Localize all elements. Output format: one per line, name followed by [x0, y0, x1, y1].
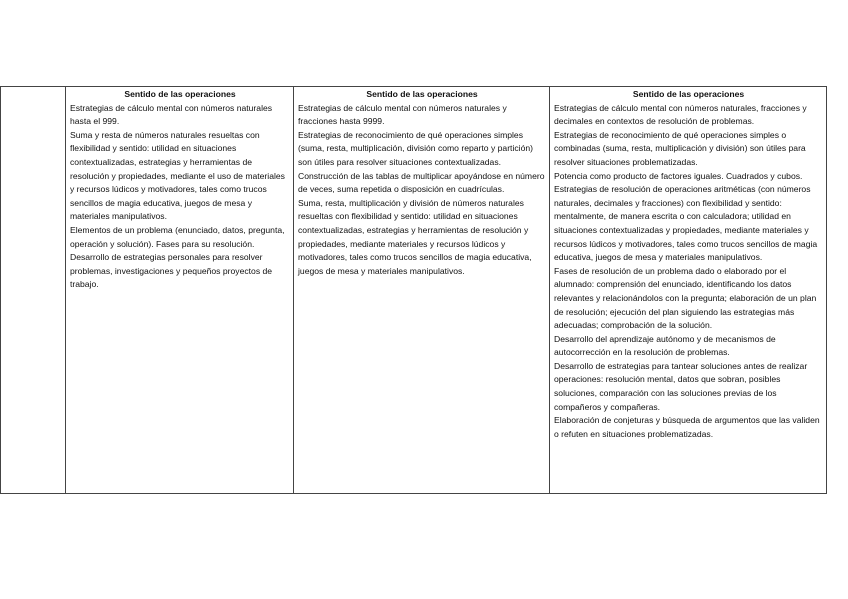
- paragraph: Suma, resta, multiplicación y división de números naturales resueltas con flexibilidad y sentido: utilidad en situaciones contextualizadas, estrategias y herramientas de resolución y propiedades, mediante materiales y recursos lúdicos y motivadores, tales como trucos sencillos de magia educativa, juegos de mesa y materiales manipulativos.: [298, 197, 532, 276]
- column-heading: Sentido de las operaciones: [124, 89, 236, 99]
- column-cell: [550, 87, 827, 494]
- paragraph: Desarrollo del aprendizaje autónomo y de mecanismos de autocorrección en la resolución de problemas.: [554, 333, 776, 358]
- content-table: [0, 86, 827, 494]
- paragraph: Elementos de un problema (enunciado, datos, pregunta, operación y solución). Fases para su resolución.: [70, 224, 285, 249]
- paragraph: Desarrollo de estrategias personales para resolver problemas, investigaciones y pequeños proyectos de trabajo.: [70, 252, 273, 290]
- column-cell: [66, 87, 294, 494]
- paragraph: Fases de resolución de un problema dado o elaborado por el alumnado: comprensión del enunciado, identificando los datos relevantes y relacionándolos con la pregunta; elaboración de un plan de resolución; ejecución del plan siguiendo las estrategias más adecuadas; comprobación de la solución.: [554, 265, 817, 331]
- paragraph: Elaboración de conjeturas y búsqueda de argumentos que las validen o refuten en situaciones problematizadas.: [554, 415, 820, 439]
- column-cell: [294, 87, 550, 494]
- paragraph: Potencia como producto de factores iguales. Cuadrados y cubos.: [554, 170, 803, 181]
- column-heading: Sentido de las operaciones: [632, 89, 745, 99]
- paragraph: Estrategias de resolución de operaciones aritméticas (con números naturales, decimales y fracciones) con flexibilidad y sentido: mentalmente, de manera escrita o con calculadora; utilidad en situaciones contextualizadas y propiedades, mediante materiales y recursos lúdicos y motivadores, tales como trucos sencillos de magia educativa, juegos de mesa y materiales manipulativos.: [554, 184, 818, 263]
- paragraph: Suma y resta de números naturales resueltas con flexibilidad y sentido: utilidad en situaciones contextualizadas, estrategias y herramientas de resolución y propiedades, mediante el uso de materiales y recursos lúdicos y motivadores, tales como trucos sencillos de magia educativa, juegos de mesa y materiales manipulativos.: [70, 129, 285, 222]
- table-row: [1, 87, 827, 494]
- column-heading: Sentido de las operaciones: [366, 89, 478, 99]
- paragraph: Desarrollo de estrategias para tantear soluciones antes de realizar operaciones: resolución mental, datos que sobran, posibles soluciones, comparación con las soluciones previas de los compañeros y compañeras.: [554, 360, 808, 412]
- paragraph: Estrategias de reconocimiento de qué operaciones simples (suma, resta, multiplicación, división como reparto y partición) son útiles para resolver situaciones contextualizadas.: [298, 129, 533, 167]
- paragraph: Estrategias de reconocimiento de qué operaciones simples o combinadas (suma, resta, multiplicación y división) son útiles para resolver situaciones problematizadas.: [554, 129, 806, 167]
- paragraph: Estrategias de cálculo mental con números naturales y fracciones hasta 9999.: [298, 102, 507, 127]
- paragraph: Construcción de las tablas de multiplicar apoyándose en número de veces, suma repetida o disposición en cuadrículas.: [298, 170, 545, 195]
- empty-cell: [1, 87, 66, 494]
- paragraph: Estrategias de cálculo mental con números naturales hasta el 999.: [70, 102, 273, 127]
- paragraph: Estrategias de cálculo mental con números naturales, fracciones y decimales en contextos de resolución de problemas.: [554, 102, 807, 127]
